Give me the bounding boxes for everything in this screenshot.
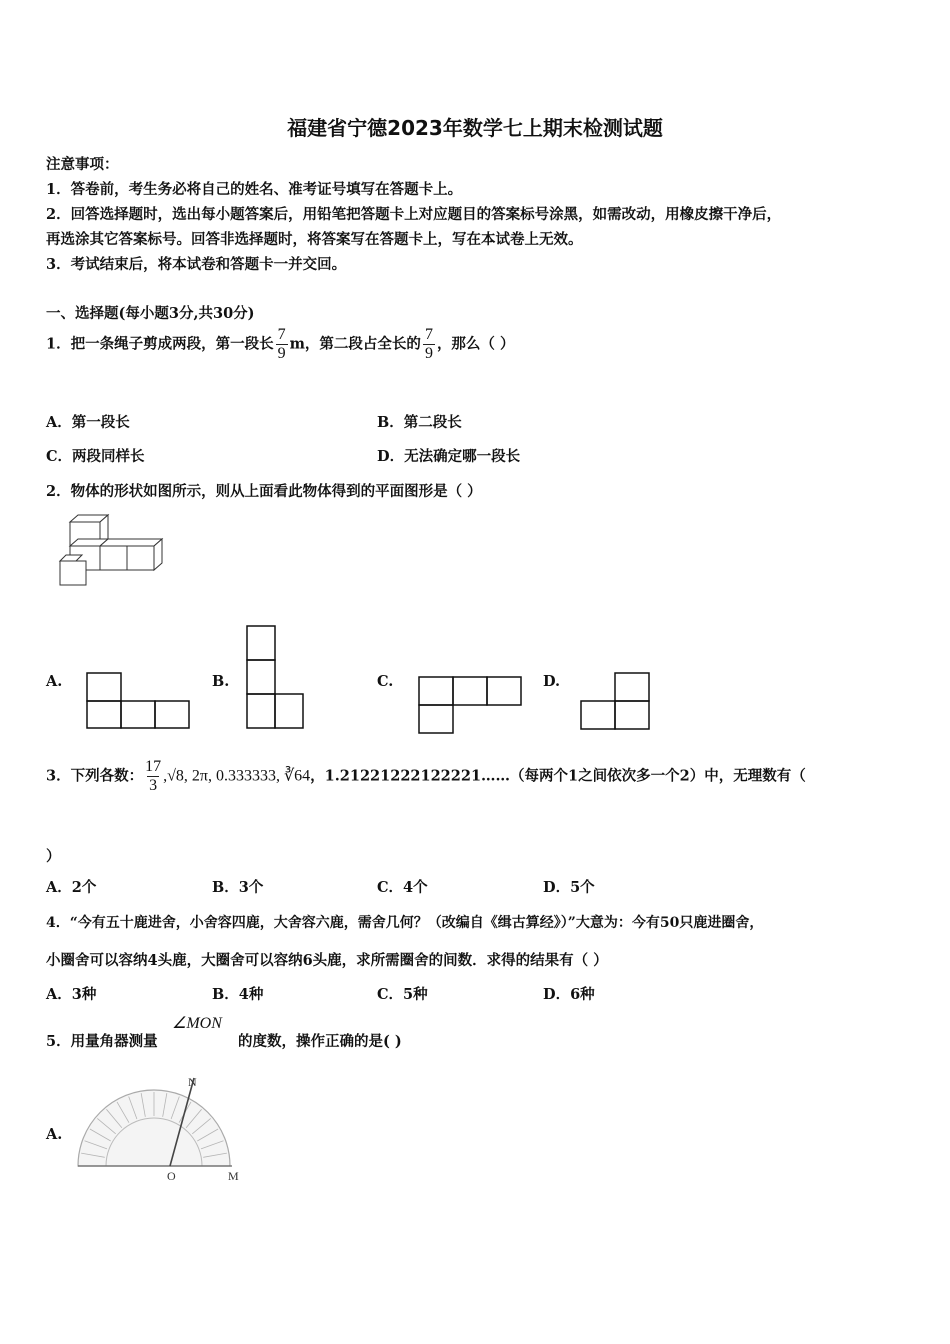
q4-option-c: C．5种 xyxy=(377,986,428,1003)
note-1: 1．答卷前，考生务必将自己的姓名、准考证号填写在答题卡上。 xyxy=(46,181,463,198)
label-o: O xyxy=(167,1169,176,1183)
q1-option-d: D．无法确定哪一段长 xyxy=(377,448,521,465)
q5-angle: ∠MON xyxy=(172,1015,222,1032)
q3-expression: ,√8, 2π, 0.333333, ∛64 xyxy=(163,767,311,785)
q2-option-c-label: C. xyxy=(377,673,394,690)
q5-stem-post: 的度数，操作正确的是( ) xyxy=(238,1033,402,1050)
q5-option-a-label: A. xyxy=(46,1126,63,1143)
section-heading: 一、选择题(每小题3分,共30分) xyxy=(46,305,255,322)
q2-3d-figure xyxy=(55,512,170,587)
q4-option-a: A．3种 xyxy=(46,986,97,1003)
q3-option-d: D．5个 xyxy=(543,879,595,896)
protractor-figure xyxy=(70,1070,250,1190)
notes-heading: 注意事项： xyxy=(46,156,119,173)
fraction: $\frac{7}{9}$ xyxy=(424,326,433,362)
q3-close-paren: ） xyxy=(46,848,61,865)
q4-line-1: 4．“今有五十鹿进舍，小舍容四鹿，大舍容六鹿，需舍几何？（改编自《缉古算经》）”大意为：今有50只鹿进圈舍， xyxy=(46,915,764,931)
q3-option-a: A．2个 xyxy=(46,879,97,896)
label-m: M xyxy=(228,1169,239,1183)
q2-option-d-label: D. xyxy=(543,673,561,690)
q5-stem-pre: 5．用量角器测量 xyxy=(46,1033,158,1050)
page-title: 福建省宁德2023年数学七上期末检测试题 xyxy=(287,116,663,140)
fraction: $\frac{7}{9}$ xyxy=(277,326,286,362)
q2-option-a-figure xyxy=(86,672,190,729)
q2-option-b-label: B. xyxy=(212,673,230,690)
q3-option-b: B．3个 xyxy=(212,879,264,896)
q1-option-a: A．第一段长 xyxy=(46,414,130,431)
q2-option-d-figure xyxy=(580,672,652,730)
q4-line-2: 小圈舍可以容纳4头鹿，大圈舍可以容纳6头鹿，求所需圈舍的间数．求得的结果有（ ） xyxy=(46,952,608,969)
q2-stem: 2．物体的形状如图所示，则从上面看此物体得到的平面图形是（ ） xyxy=(46,483,482,500)
q1-option-c: C．两段同样长 xyxy=(46,448,145,465)
q3-option-c: C．4个 xyxy=(377,879,428,896)
q2-option-b-figure xyxy=(246,625,304,730)
note-2b: 再选涂其它答案标号。回答非选择题时，将答案写在答题卡上，写在本试卷上无效。 xyxy=(46,231,583,248)
note-2a: 2．回答选择题时，选出每小题答案后，用铅笔把答题卡上对应题目的答案标号涂黑，如需改动，用橡皮擦干净后， xyxy=(46,206,782,223)
q3-stem: 3．下列各数： $\frac{17}{3}$ ,√8, 2π, 0.333333, ∛64，1.21221222122221……（每两个1之间依次多一个2）中，无理数有（ xyxy=(46,758,806,794)
q2-option-a-label: A. xyxy=(46,673,63,690)
q1-stem: 1．把一条绳子剪成两段，第一段长 $\frac{7}{9}$ m，第二段占全长的 $\frac{7}{9}$ ，那么（ ） xyxy=(46,326,515,362)
q1-option-b: B．第二段长 xyxy=(377,414,462,431)
fraction: $\frac{17}{3}$ xyxy=(145,758,162,794)
q4-option-d: D．6种 xyxy=(543,986,595,1003)
q4-option-b: B．4种 xyxy=(212,986,264,1003)
note-3: 3．考试结束后，将本试卷和答题卡一并交回。 xyxy=(46,256,347,273)
q2-option-c-figure xyxy=(418,676,524,734)
label-n: N xyxy=(188,1075,197,1089)
